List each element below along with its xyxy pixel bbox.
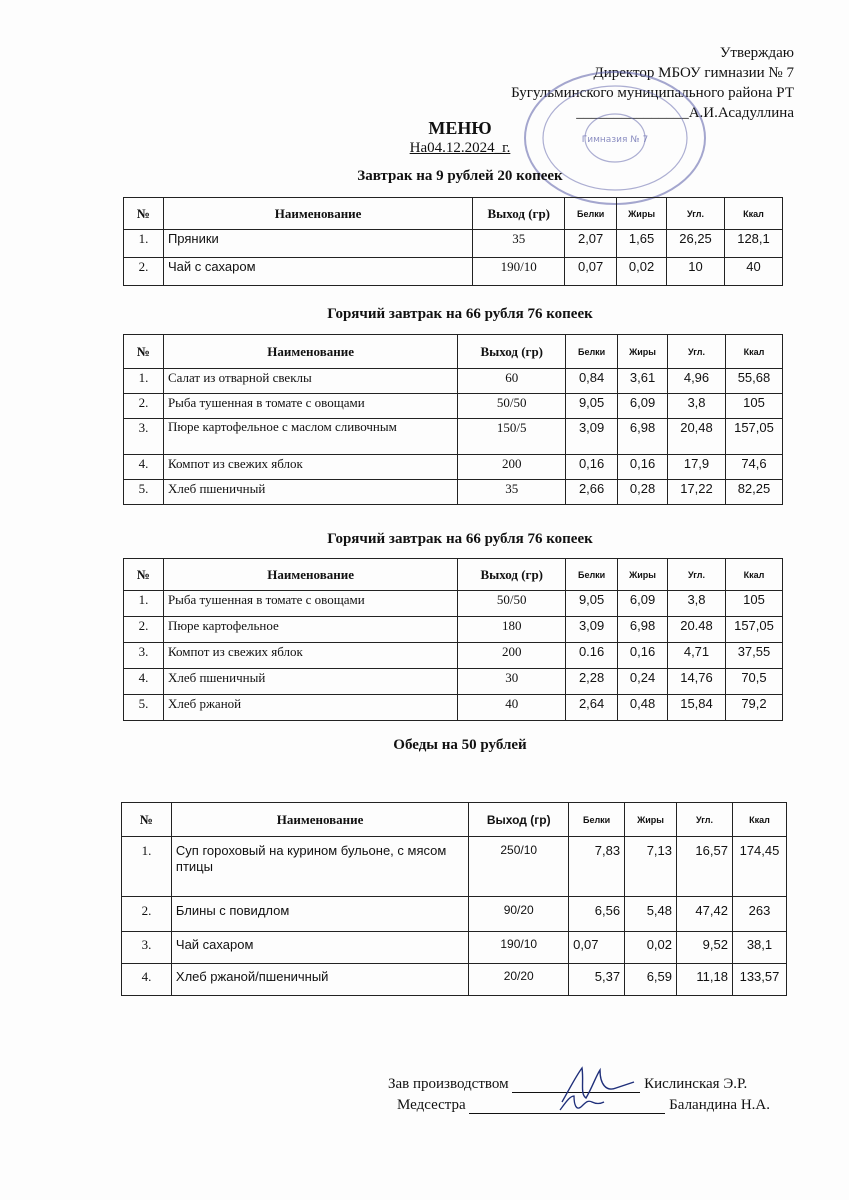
header-out: Выход (гр) [473,198,565,230]
header-proteins: Белки [565,198,617,230]
cell-kcal: 38,1 [732,932,786,964]
cell-kcal: 105 [725,394,782,419]
cell-out: 40 [458,695,566,721]
cell-num: 2. [124,394,164,419]
cell-kcal: 82,25 [725,480,782,505]
cell-proteins: 0,07 [569,932,625,964]
header-num: № [124,198,164,230]
cell-carbs: 20.48 [668,617,726,643]
signature-role: Зав производством [388,1076,509,1092]
cell-proteins: 9,05 [566,591,618,617]
cell-fats: 3,61 [618,369,668,394]
table-row [122,964,787,996]
cell-num: 3. [122,932,172,964]
cell-out: 250/10 [469,837,569,897]
cell-kcal: 105 [725,591,782,617]
cell-num: 5. [124,480,164,505]
cell-fats: 6,98 [618,419,668,455]
cell-carbs: 16,57 [677,837,733,897]
cell-proteins: 7,83 [569,837,625,897]
table-row [124,591,783,617]
cell-name: Хлеб пшеничный [163,480,457,505]
cell-carbs: 3,8 [668,394,726,419]
cell-num: 2. [124,617,164,643]
cell-out: 20/20 [469,964,569,996]
cell-carbs: 11,18 [677,964,733,996]
signature-name: Баландина Н.А. [669,1097,771,1113]
section-heading: Завтрак на 9 рублей 20 копеек [357,168,563,184]
cell-out: 35 [458,480,566,505]
approval-line: _______________А.И.Асадуллина [576,105,794,121]
table-row [124,695,783,721]
table-row [124,480,783,505]
header-fats: Жиры [618,559,668,591]
section-heading: Горячий завтрак на 66 рубля 76 копеек [327,531,593,547]
cell-carbs: 14,76 [668,669,726,695]
header-fats: Жиры [618,335,668,369]
cell-fats: 7,13 [625,837,677,897]
cell-fats: 6,09 [618,394,668,419]
cell-fats: 0,48 [618,695,668,721]
header-kcal: Ккал [725,559,782,591]
cell-kcal: 174,45 [732,837,786,897]
cell-out: 190/10 [469,932,569,964]
cell-name: Рыба тушенная в томате с овощами [163,394,457,419]
cell-kcal: 263 [732,897,786,932]
cell-fats: 6,59 [625,964,677,996]
header-proteins: Белки [566,559,618,591]
cell-name: Салат из отварной свеклы [163,369,457,394]
header-carbs: Угл. [668,335,726,369]
header-name: Наименование [163,335,457,369]
menu-table [123,558,783,721]
cell-carbs: 17,22 [668,480,726,505]
cell-kcal: 74,6 [725,455,782,480]
cell-kcal: 157,05 [725,617,782,643]
header-out: Выход (гр) [458,559,566,591]
cell-name: Рыба тушенная в томате с овощами [163,591,457,617]
cell-fats: 5,48 [625,897,677,932]
header-out: Выход (гр) [458,335,566,369]
approval-line: Бугульминского муниципального района РТ [511,85,794,101]
table-row [124,258,783,286]
cell-num: 1. [124,591,164,617]
header-num: № [122,803,172,837]
approval-line: Директор МБОУ гимназии № 7 [593,65,794,81]
cell-name: Суп гороховый на курином бульоне, с мясом птицы [171,837,468,897]
cell-proteins: 2,66 [566,480,618,505]
cell-proteins: 5,37 [569,964,625,996]
cell-fats: 0,02 [625,932,677,964]
cell-out: 60 [458,369,566,394]
cell-name: Компот из свежих яблок [163,455,457,480]
cell-out: 35 [473,230,565,258]
cell-name: Пюре картофельное с маслом сливочным [163,419,457,455]
cell-proteins: 2,07 [565,230,617,258]
header-carbs: Угл. [677,803,733,837]
cell-num: 3. [124,643,164,669]
cell-kcal: 40 [725,258,783,286]
header-name: Наименование [171,803,468,837]
cell-out: 190/10 [473,258,565,286]
cell-name: Компот из свежих яблок [163,643,457,669]
cell-proteins: 2,28 [566,669,618,695]
cell-fats: 0,02 [617,258,667,286]
table-row [124,643,783,669]
cell-fats: 0,16 [618,643,668,669]
handwritten-signature-2 [556,1092,606,1118]
header-kcal: Ккал [725,335,782,369]
cell-name: Пюре картофельное [163,617,457,643]
table-row [124,669,783,695]
cell-fats: 1,65 [617,230,667,258]
header-proteins: Белки [566,335,618,369]
table-row [122,897,787,932]
header-proteins: Белки [569,803,625,837]
cell-out: 90/20 [469,897,569,932]
cell-kcal: 70,5 [725,669,782,695]
cell-name: Пряники [163,230,472,258]
menu-table [123,197,783,286]
cell-carbs: 17,9 [668,455,726,480]
cell-kcal: 55,68 [725,369,782,394]
cell-num: 1. [124,369,164,394]
cell-carbs: 4,96 [668,369,726,394]
cell-kcal: 79,2 [725,695,782,721]
cell-name: Чай сахаром [171,932,468,964]
header-num: № [124,559,164,591]
cell-out: 200 [458,643,566,669]
cell-proteins: 0,84 [566,369,618,394]
cell-carbs: 10 [667,258,725,286]
cell-out: 50/50 [458,394,566,419]
cell-fats: 6,09 [618,591,668,617]
cell-out: 50/50 [458,591,566,617]
menu-title: МЕНЮ [428,118,492,138]
cell-num: 2. [122,897,172,932]
cell-name: Хлеб ржаной/пшеничный [171,964,468,996]
cell-num: 3. [124,419,164,455]
cell-proteins: 3,09 [566,419,618,455]
cell-carbs: 4,71 [668,643,726,669]
cell-proteins: 2,64 [566,695,618,721]
header-fats: Жиры [617,198,667,230]
cell-proteins: 0,16 [566,455,618,480]
header-carbs: Угл. [667,198,725,230]
cell-proteins: 0.16 [566,643,618,669]
cell-fats: 0,16 [618,455,668,480]
cell-num: 1. [122,837,172,897]
menu-table [123,334,783,505]
cell-out: 180 [458,617,566,643]
header-name: Наименование [163,559,457,591]
cell-proteins: 9,05 [566,394,618,419]
section-heading: Горячий завтрак на 66 рубля 76 копеек [327,306,593,322]
table-row [122,837,787,897]
cell-kcal: 128,1 [725,230,783,258]
table-row [124,394,783,419]
header-kcal: Ккал [725,198,783,230]
cell-fats: 0,24 [618,669,668,695]
cell-proteins: 3,09 [566,617,618,643]
cell-kcal: 157,05 [725,419,782,455]
cell-num: 4. [124,455,164,480]
cell-carbs: 3,8 [668,591,726,617]
header-fats: Жиры [625,803,677,837]
table-row [124,617,783,643]
signature-role: Медсестра [397,1097,466,1113]
cell-num: 1. [124,230,164,258]
table-row [124,369,783,394]
cell-num: 2. [124,258,164,286]
cell-proteins: 0,07 [565,258,617,286]
cell-out: 200 [458,455,566,480]
table-row [124,455,783,480]
section-heading: Обеды на 50 рублей [393,737,527,753]
menu-table [121,802,787,996]
cell-name: Блины с повидлом [171,897,468,932]
cell-kcal: 37,55 [725,643,782,669]
cell-name: Чай с сахаром [163,258,472,286]
cell-carbs: 26,25 [667,230,725,258]
header-num: № [124,335,164,369]
header-kcal: Ккал [732,803,786,837]
cell-proteins: 6,56 [569,897,625,932]
table-row [124,230,783,258]
table-row [124,419,783,455]
cell-carbs: 47,42 [677,897,733,932]
cell-num: 4. [124,669,164,695]
cell-out: 150/5 [458,419,566,455]
approval-line: Утверждаю [719,45,794,61]
cell-out: 30 [458,669,566,695]
cell-name: Хлеб ржаной [163,695,457,721]
cell-num: 4. [122,964,172,996]
cell-carbs: 9,52 [677,932,733,964]
cell-carbs: 20,48 [668,419,726,455]
cell-kcal: 133,57 [732,964,786,996]
cell-num: 5. [124,695,164,721]
header-out: Выход (гр) [469,803,569,837]
cell-fats: 6,98 [618,617,668,643]
cell-fats: 0,28 [618,480,668,505]
table-row [122,932,787,964]
signature-name: Кислинская Э.Р. [644,1076,748,1092]
header-carbs: Угл. [668,559,726,591]
stamp-text: Гимназия № 7 [581,135,649,145]
cell-name: Хлеб пшеничный [163,669,457,695]
header-name: Наименование [163,198,472,230]
cell-carbs: 15,84 [668,695,726,721]
menu-date: На04.12.2024_г. [409,140,511,156]
